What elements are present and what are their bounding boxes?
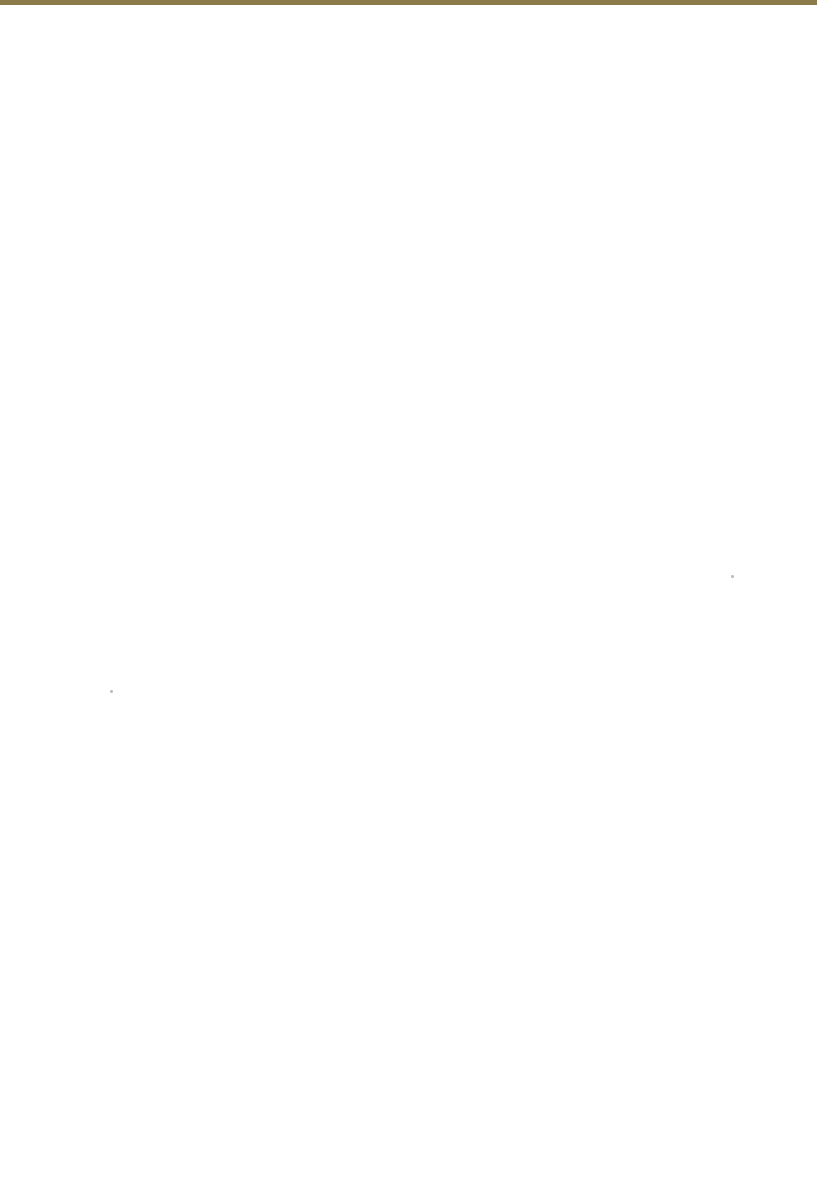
- scan-speck: [731, 575, 734, 578]
- scan-speck: [110, 690, 113, 693]
- top-border: [0, 0, 817, 5]
